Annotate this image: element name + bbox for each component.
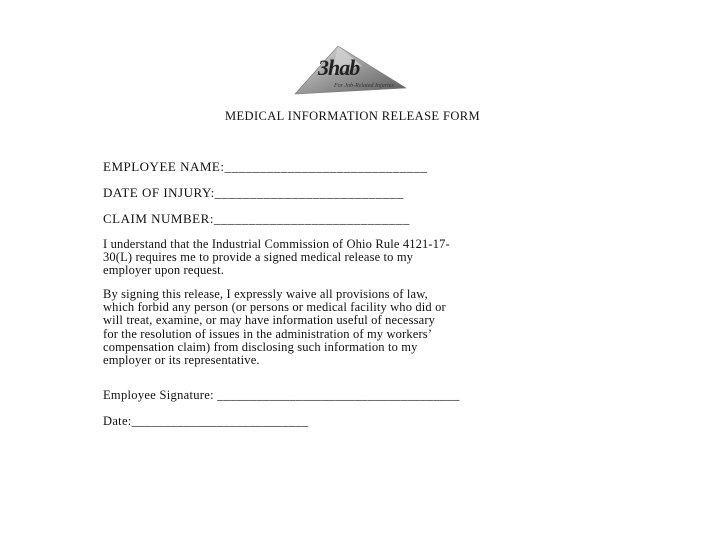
- employee-name-field[interactable]: EMPLOYEE NAME:_____________________________: [103, 159, 428, 174]
- claim-number-field[interactable]: CLAIM NUMBER:____________________________: [103, 211, 410, 226]
- paragraph-line: will treat, examine, or may have information useful of necessary: [103, 313, 436, 328]
- date-of-injury-field[interactable]: DATE OF INJURY:___________________________: [103, 185, 404, 200]
- paragraph-line: I understand that the Industrial Commission of Ohio Rule 4121-17-: [103, 237, 450, 251]
- paragraph-line: By signing this release, I expressly waive all provisions of law,: [103, 287, 428, 301]
- paragraph-line: for the resolution of issues in the administration of my workers’: [103, 326, 433, 341]
- paragraph-line: employer upon request.: [103, 263, 224, 278]
- paragraph-line: 30(L) requires me to provide a signed medical release to my: [103, 250, 414, 265]
- paragraph-line: which forbid any person (or persons or medical facility who did or: [103, 300, 446, 315]
- form-title: MEDICAL INFORMATION RELEASE FORM: [224, 109, 481, 123]
- employee-signature-field[interactable]: Employee Signature: _____________________________________: [103, 388, 460, 402]
- paragraph-line: employer or its representative.: [103, 353, 260, 368]
- rule-statement-paragraph: [103, 238, 613, 278]
- company-logo: [292, 44, 408, 100]
- logo-tagline: For Job-Related Injuries: [334, 83, 394, 89]
- paragraph-line: compensation claim) from disclosing such information to my: [103, 339, 418, 354]
- logo-name: 3hab: [318, 55, 360, 80]
- date-field[interactable]: Date:___________________________: [103, 414, 309, 428]
- waiver-paragraph: [103, 288, 613, 367]
